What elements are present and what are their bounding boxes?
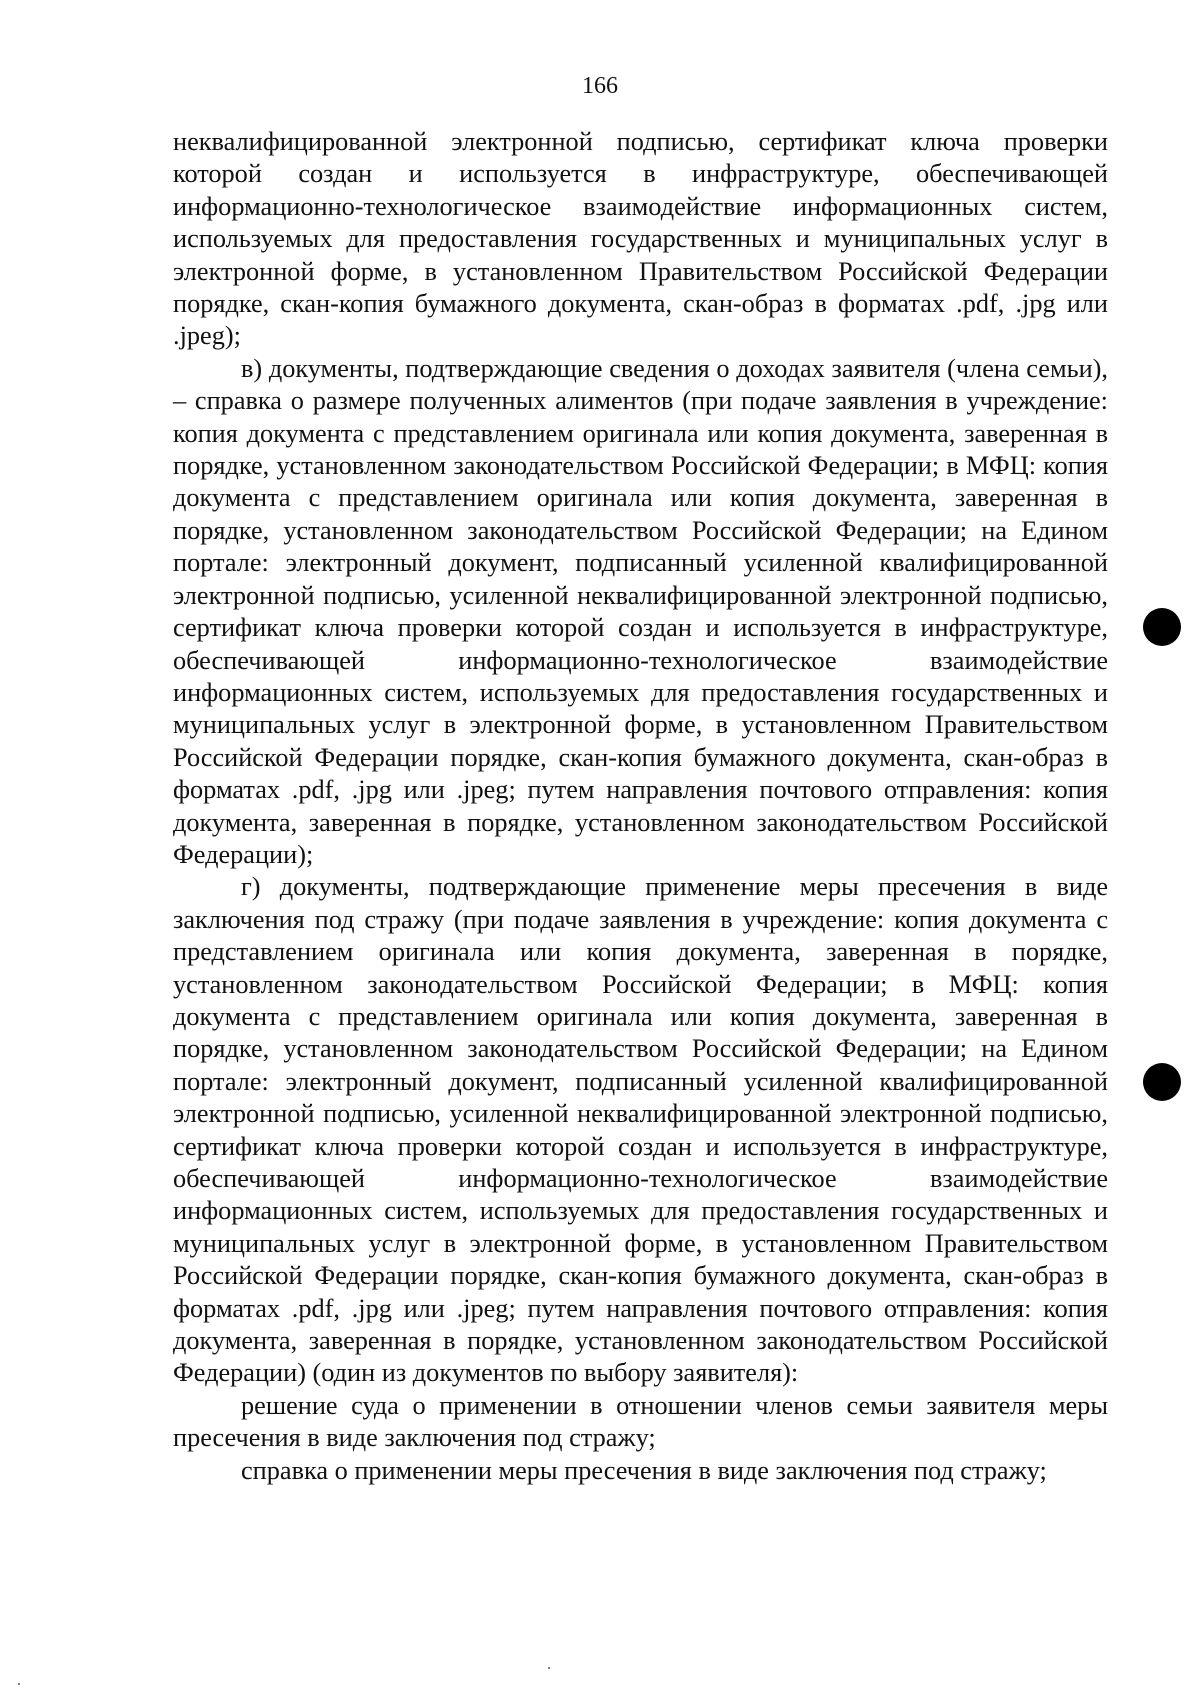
paragraph-item-v: в) документы, подтверждающие сведения о доходах заявителя (члена семьи), – справка о размере полученных алиментов (при подаче заявления в учреждение: копия документа с представлением оригинала или копия документа, заверенная в порядке, установленном законодательством Российской Федерации; в МФЦ: копия документа с представлением оригинала или копия документа, заверенная в порядке, установленном законодательством Российской Федерации; на Едином портале: электронный документ, подписанный усиленной квалифицированной электронной подписью, усиленной неквалифицированной электронной подписью, сертификат ключа проверки которой создан и используется в инфраструктуре, обеспечивающей информационно-технологическое взаимодействие информационных систем, используемых для предоставления государственных и муниципальных услуг в электронной форме, в установленном Правительством Российской Федерации порядке, скан-копия бумажного документа, скан-образ в форматах .pdf, .jpg или .jpeg; путем направления почтового отправления: копия документа, заверенная в порядке, установленном законодательством Российской Федерации); [173, 353, 1108, 869]
document-body [173, 126, 1108, 1487]
punch-hole-bottom [1143, 1063, 1181, 1101]
scan-speck [548, 1667, 550, 1669]
scan-speck [18, 1683, 20, 1685]
punch-hole-top [1143, 608, 1181, 646]
page-number: 166 [582, 73, 618, 99]
paragraph-item-g: г) документы, подтверждающие применение меры пресечения в виде заключения под стражу (при подаче заявления в учреждение: копия документа с представлением оригинала или копия документа, заверенная в порядке, установленном законодательством Российской Федерации; в МФЦ: копия документа с представлением оригинала или копия документа, заверенная в порядке, установленном законодательством Российской Федерации; на Едином портале: электронный документ, подписанный усиленной квалифицированной электронной подписью, усиленной неквалифицированной электронной подписью, сертификат ключа проверки которой создан и используется в инфраструктуре, обеспечивающей информационно-технологическое взаимодействие информационных систем, используемых для предоставления государственных и муниципальных услуг в электронной форме, в установленном Правительством Российской Федерации порядке, скан-копия бумажного документа, скан-образ в форматах .pdf, .jpg или .jpeg; путем направления почтового отправления: копия документа, заверенная в порядке, установленном законодательством Российской Федерации) (один из документов по выбору заявителя): [173, 872, 1108, 1388]
paragraph-court-decision: решение суда о применении в отношении членов семьи заявителя меры пресечения в виде заключения под стражу; [173, 1390, 1108, 1453]
paragraph-custody-certificate: справка о применении меры пресечения в виде заключения под стражу; [241, 1455, 1047, 1485]
paragraph-continuation: неквалифицированной электронной подписью, сертификат ключа проверки которой создан и используется в инфраструктуре, обеспечивающей информационно-технологическое взаимодействие информационных систем, используемых для предоставления государственных и муниципальных услуг в электронной форме, в установленном Правительством Российской Федерации порядке, скан-копия бумажного документа, скан-образ в форматах .pdf, .jpg или .jpeg); [173, 127, 1108, 351]
